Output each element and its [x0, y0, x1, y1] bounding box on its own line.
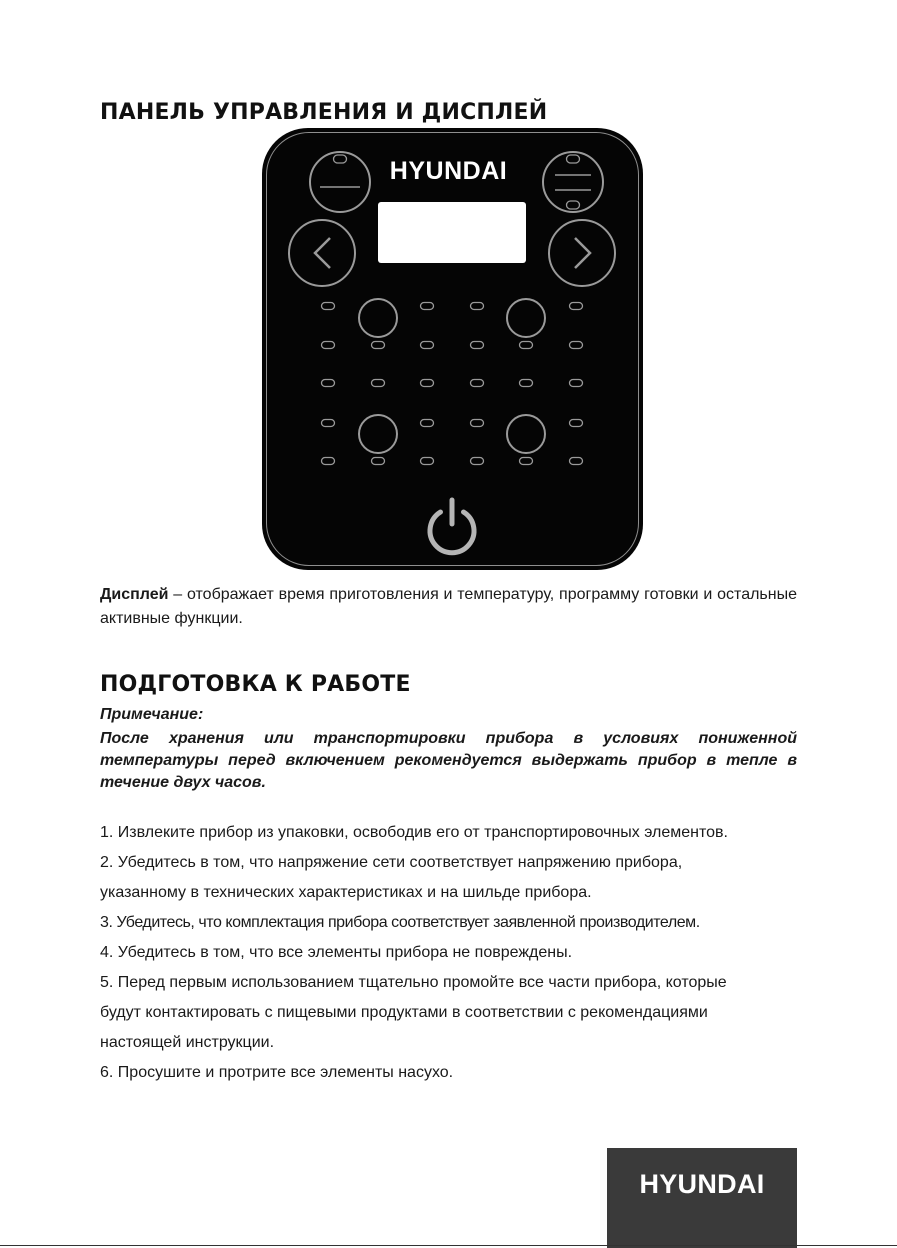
step-5-continued: будут контактировать с пищевыми продуктами в соответствии с рекомендациями: [100, 1004, 708, 1021]
step-1: 1. Извлеките прибор из упаковки, освободив его от транспортировочных элементов.: [100, 824, 728, 841]
display-description: [100, 583, 797, 631]
display-description-text: – отображает время приготовления и температуру, программу готовки и остальные активные функции.: [100, 586, 797, 627]
note-label: Примечание:: [100, 706, 204, 723]
section-title-control-panel: ПАНЕЛЬ УПРАВЛЕНИЯ И ДИСПЛЕЙ: [100, 100, 548, 125]
note-text: После хранения или транспортировки прибора в условиях пониженной температуры перед включением рекомендуется выдержать прибор в тепле в течение двух часов.: [100, 730, 797, 791]
step-2-continued: указанному в технических характеристиках и на шильде прибора.: [100, 884, 592, 901]
step-4: 4. Убедитесь в том, что все элементы прибора не повреждены.: [100, 944, 573, 961]
panel-round-button: [507, 299, 545, 337]
panel-round-button: [507, 415, 545, 453]
footer-brand-logo: HYUNDAI: [639, 1169, 765, 1199]
step-5-end: настоящей инструкции.: [100, 1034, 275, 1051]
arrow-left-icon: [289, 220, 355, 286]
panel-round-button: [359, 415, 397, 453]
step-5: 5. Перед первым использованием тщательно промойте все части прибора, которые: [100, 974, 727, 991]
arrow-right-icon: [549, 220, 615, 286]
panel-round-button: [359, 299, 397, 337]
display-term: Дисплей: [100, 586, 169, 603]
panel-display-screen: [378, 202, 526, 263]
footer-brand-badge: [607, 1148, 797, 1248]
panel-brand-logo: HYUNDAI: [389, 157, 508, 185]
bottom-rule: [0, 1245, 897, 1246]
section-title-preparation: ПОДГОТОВКА К РАБОТЕ: [100, 672, 411, 697]
step-6: 6. Просушите и протрите все элементы насухо.: [100, 1064, 454, 1081]
step-2: 2. Убедитесь в том, что напряжение сети соответствует напряжению прибора,: [100, 854, 683, 871]
power-icon: [430, 500, 474, 553]
step-3: 3. Убедитесь, что комплектация прибора соответствует заявленной производителем.: [100, 914, 700, 931]
